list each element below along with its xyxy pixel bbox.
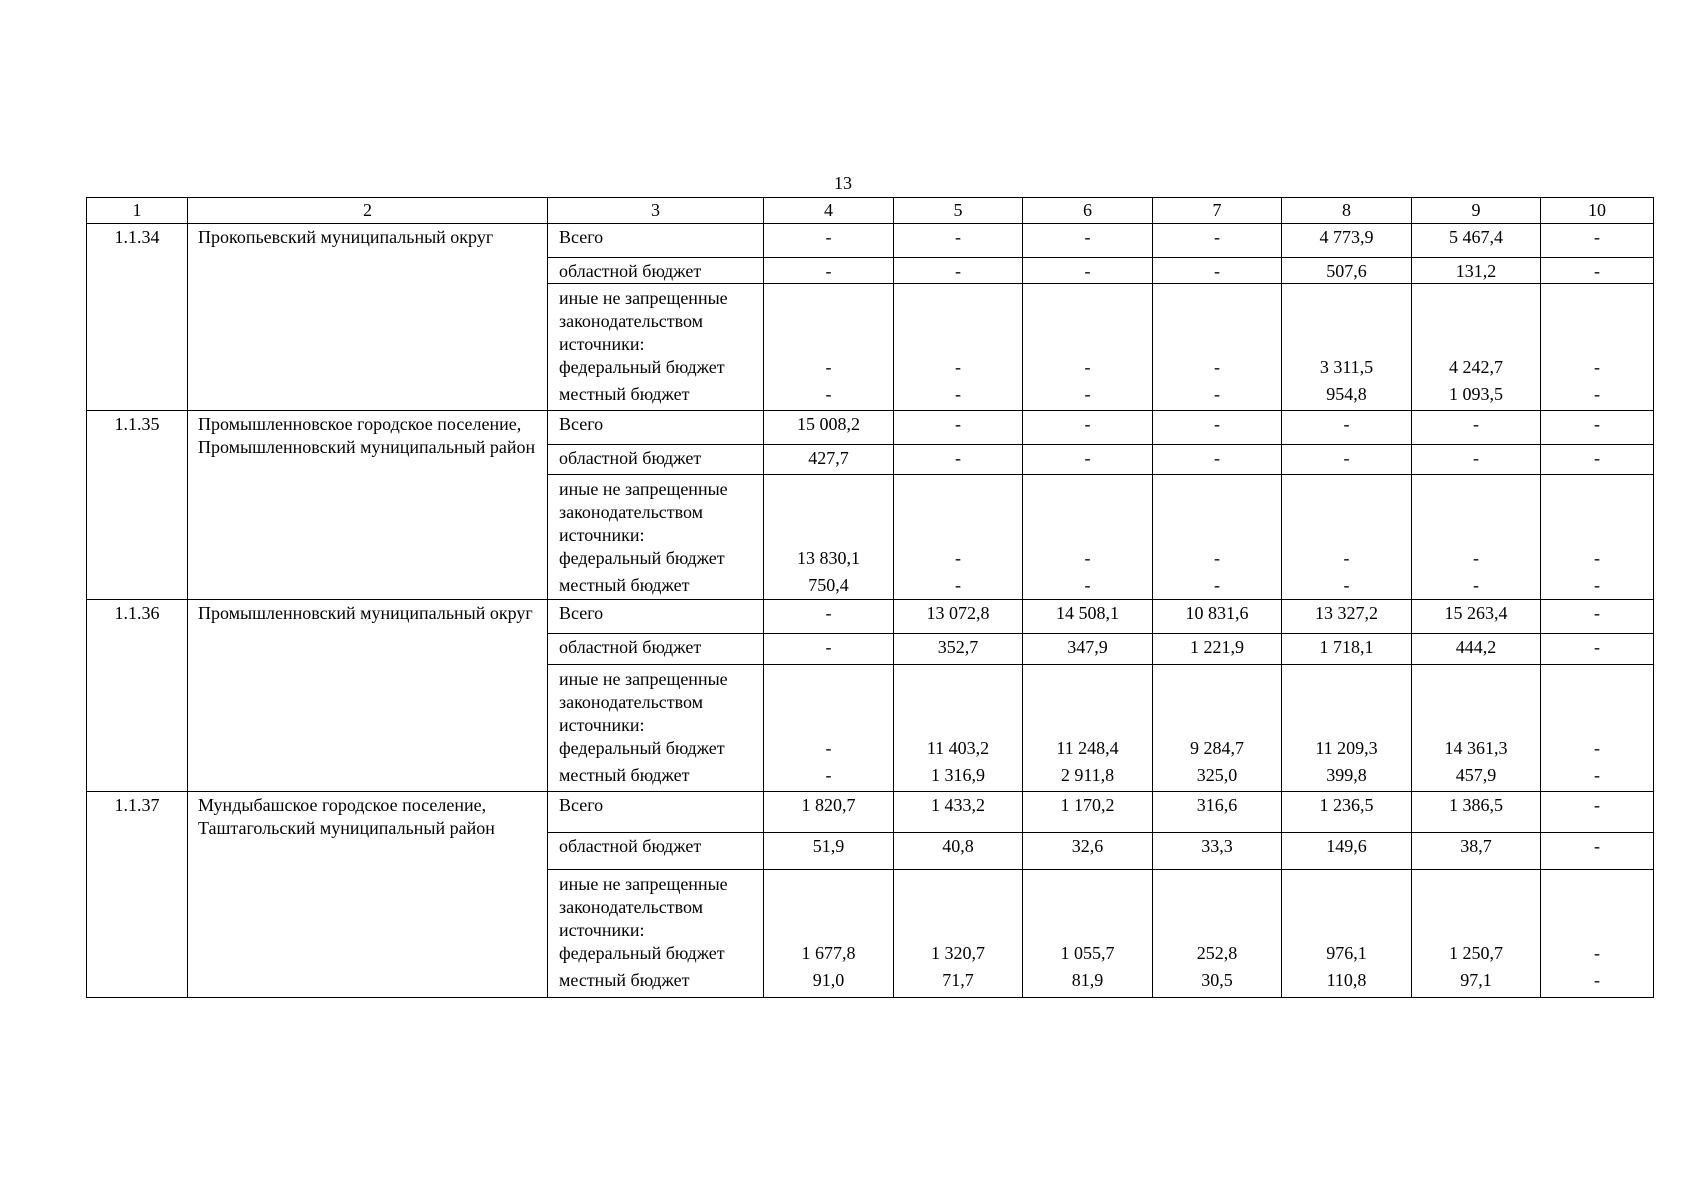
total-value: - xyxy=(764,224,894,258)
total-value: 316,6 xyxy=(1153,792,1282,833)
spacer-line xyxy=(1153,310,1281,333)
regional-value: 51,9 xyxy=(764,833,894,870)
total-value: - xyxy=(894,224,1023,258)
local-value: 81,9 xyxy=(1071,970,1104,990)
total-value: 15 008,2 xyxy=(764,411,894,445)
spacer-line xyxy=(894,524,1022,547)
federal-value: 1 677,8 xyxy=(801,943,856,963)
spacer-line xyxy=(894,896,1022,919)
header-cell: 3 xyxy=(548,198,764,224)
total-value: 1 386,5 xyxy=(1412,792,1541,833)
spacer-line xyxy=(764,714,893,737)
spacer-line xyxy=(1541,333,1653,356)
regional-value: - xyxy=(1541,445,1654,475)
other-sources-label-line: законодательством xyxy=(559,502,704,522)
total-value: 4 773,9 xyxy=(1282,224,1412,258)
spacer-line xyxy=(1412,310,1540,333)
spacer-line xyxy=(894,501,1022,524)
spacer-line xyxy=(1282,714,1411,737)
local-value: - xyxy=(1214,384,1220,404)
spacer-line xyxy=(894,919,1022,942)
regional-value: - xyxy=(1023,445,1153,475)
spacer-line xyxy=(1023,287,1152,310)
local-value: - xyxy=(1214,575,1220,595)
spacer-line xyxy=(764,691,893,714)
spacer-line xyxy=(1541,310,1653,333)
total-value: - xyxy=(1153,224,1282,258)
total-value: 5 467,4 xyxy=(1412,224,1541,258)
regional-value: - xyxy=(764,634,894,665)
federal-value: - xyxy=(825,357,832,377)
header-cell: 7 xyxy=(1153,198,1282,224)
spacer-line xyxy=(1541,287,1653,310)
total-value: - xyxy=(1412,411,1541,445)
header-cell: 10 xyxy=(1541,198,1654,224)
other-sources-values xyxy=(1282,475,1412,600)
other-sources-values xyxy=(894,475,1023,600)
spacer-line xyxy=(1282,287,1411,310)
total-value: - xyxy=(1541,224,1654,258)
regional-value: 38,7 xyxy=(1412,833,1541,870)
regional-value: - xyxy=(1412,445,1541,475)
other-sources-values xyxy=(1153,665,1282,792)
federal-value: - xyxy=(955,357,961,377)
spacer-line xyxy=(1282,310,1411,333)
other-sources-label xyxy=(548,870,764,998)
spacer-line xyxy=(1023,919,1152,942)
header-cell: 8 xyxy=(1282,198,1412,224)
regional-value: 347,9 xyxy=(1023,634,1153,665)
regional-value: 352,7 xyxy=(894,634,1023,665)
spacer-line xyxy=(1023,478,1152,501)
spacer-line xyxy=(764,287,893,310)
other-sources-values xyxy=(1282,284,1412,411)
spacer-line xyxy=(764,919,893,942)
spacer-line xyxy=(1282,691,1411,714)
total-value: 13 072,8 xyxy=(894,600,1023,634)
total-row xyxy=(87,792,1654,833)
other-sources-values xyxy=(1282,665,1412,792)
federal-value: 1 250,7 xyxy=(1449,943,1503,963)
local-value: 750,4 xyxy=(808,575,849,595)
federal-budget-label: федеральный бюджет xyxy=(559,548,725,568)
federal-value: 3 311,5 xyxy=(1319,357,1374,377)
federal-value: 9 284,7 xyxy=(1190,738,1244,758)
other-sources-values xyxy=(1412,284,1541,411)
other-sources-values xyxy=(764,665,894,792)
header-row xyxy=(87,198,1654,224)
total-row xyxy=(87,224,1654,258)
other-sources-label-line: иные не запрещенные xyxy=(559,479,728,499)
spacer-line xyxy=(1412,501,1540,524)
federal-value: 11 403,2 xyxy=(926,738,990,758)
spacer-line xyxy=(1023,668,1152,691)
local-value: - xyxy=(825,384,832,404)
header-cell: 5 xyxy=(894,198,1023,224)
local-value: - xyxy=(1594,970,1600,990)
regional-value: - xyxy=(1153,445,1282,475)
federal-value: - xyxy=(825,738,832,758)
total-value: 1 820,7 xyxy=(764,792,894,833)
local-value: 110,8 xyxy=(1326,970,1367,990)
federal-value: - xyxy=(955,548,961,568)
spacer-line xyxy=(1153,714,1281,737)
other-sources-values xyxy=(1153,475,1282,600)
other-sources-label-line: источники: xyxy=(559,920,645,940)
regional-value: 32,6 xyxy=(1023,833,1153,870)
row-code: 1.1.37 xyxy=(87,792,188,998)
regional-label: областной бюджет xyxy=(548,258,764,284)
spacer-line xyxy=(894,691,1022,714)
local-value: 71,7 xyxy=(942,970,974,990)
other-sources-values xyxy=(1153,870,1282,998)
other-sources-label-line: источники: xyxy=(559,334,645,354)
spacer-line xyxy=(764,310,893,333)
federal-value: 11 248,4 xyxy=(1056,738,1119,758)
spacer-line xyxy=(894,287,1022,310)
regional-value: - xyxy=(1023,258,1153,284)
other-sources-label-line: источники: xyxy=(559,715,645,735)
federal-value: 1 320,7 xyxy=(931,943,985,963)
spacer-line xyxy=(764,873,893,896)
header-cell: 6 xyxy=(1023,198,1153,224)
spacer-line xyxy=(1023,896,1152,919)
federal-value: - xyxy=(1343,548,1350,568)
local-value: - xyxy=(1084,575,1091,595)
budget-table xyxy=(86,197,1654,998)
total-value: 14 508,1 xyxy=(1023,600,1153,634)
regional-label: областной бюджет xyxy=(548,445,764,475)
regional-value: 507,6 xyxy=(1282,258,1412,284)
other-sources-values xyxy=(1412,665,1541,792)
spacer-line xyxy=(894,714,1022,737)
spacer-line xyxy=(764,896,893,919)
federal-value: - xyxy=(1084,357,1091,377)
spacer-line xyxy=(1541,714,1653,737)
regional-value: 444,2 xyxy=(1412,634,1541,665)
other-sources-values xyxy=(894,870,1023,998)
federal-value: 1 055,7 xyxy=(1060,943,1115,963)
total-value: - xyxy=(1541,600,1654,634)
federal-value: 14 361,3 xyxy=(1444,738,1508,758)
spacer-line xyxy=(1412,524,1540,547)
total-value: 1 236,5 xyxy=(1282,792,1412,833)
spacer-line xyxy=(1541,873,1653,896)
federal-value: - xyxy=(1594,738,1600,758)
spacer-line xyxy=(1282,501,1411,524)
federal-value: - xyxy=(1214,357,1220,377)
federal-budget-label: федеральный бюджет xyxy=(559,738,725,758)
regional-value: - xyxy=(1282,445,1412,475)
local-value: 399,8 xyxy=(1326,765,1367,785)
spacer-line xyxy=(1412,478,1540,501)
total-value: - xyxy=(1153,411,1282,445)
spacer-line xyxy=(894,873,1022,896)
header-cell: 9 xyxy=(1412,198,1541,224)
total-value: - xyxy=(1541,411,1654,445)
spacer-line xyxy=(894,333,1022,356)
regional-value: - xyxy=(1541,258,1654,284)
total-value: - xyxy=(1023,411,1153,445)
spacer-line xyxy=(1282,333,1411,356)
row-code: 1.1.34 xyxy=(87,224,188,411)
row-code: 1.1.36 xyxy=(87,600,188,792)
federal-value: - xyxy=(1084,548,1091,568)
spacer-line xyxy=(894,310,1022,333)
total-label: Всего xyxy=(548,600,764,634)
regional-value: - xyxy=(764,258,894,284)
spacer-line xyxy=(1541,919,1653,942)
spacer-line xyxy=(1282,919,1411,942)
local-budget-label: местный бюджет xyxy=(559,970,690,990)
header-cell: 1 xyxy=(87,198,188,224)
spacer-line xyxy=(1153,896,1281,919)
spacer-line xyxy=(894,478,1022,501)
spacer-line xyxy=(1541,501,1653,524)
regional-value: 149,6 xyxy=(1282,833,1412,870)
spacer-line xyxy=(1153,524,1281,547)
other-sources-values xyxy=(1541,284,1654,411)
spacer-line xyxy=(1153,691,1281,714)
regional-value: 33,3 xyxy=(1153,833,1282,870)
local-value: 1 093,5 xyxy=(1449,384,1503,404)
header-cell: 4 xyxy=(764,198,894,224)
total-value: - xyxy=(764,600,894,634)
other-sources-values xyxy=(1023,870,1153,998)
other-sources-values xyxy=(1541,870,1654,998)
spacer-line xyxy=(1153,333,1281,356)
local-value: 954,8 xyxy=(1326,384,1367,404)
spacer-line xyxy=(1412,919,1540,942)
spacer-line xyxy=(1153,478,1281,501)
header-cell: 2 xyxy=(188,198,548,224)
regional-value: - xyxy=(894,445,1023,475)
total-value: 15 263,4 xyxy=(1412,600,1541,634)
row-name: Прокопьевский муниципальный округ xyxy=(188,224,548,411)
spacer-line xyxy=(1541,896,1653,919)
other-sources-label-line: иные не запрещенные xyxy=(559,669,728,689)
spacer-line xyxy=(764,524,893,547)
other-sources-values xyxy=(1282,870,1412,998)
local-value: 97,1 xyxy=(1460,970,1492,990)
local-value: 325,0 xyxy=(1196,765,1238,785)
spacer-line xyxy=(1541,668,1653,691)
other-sources-values xyxy=(894,665,1023,792)
local-budget-label: местный бюджет xyxy=(559,575,690,595)
local-value: 91,0 xyxy=(812,970,845,990)
spacer-line xyxy=(1153,501,1281,524)
regional-value: - xyxy=(1541,634,1654,665)
other-sources-label xyxy=(548,284,764,411)
row-code: 1.1.35 xyxy=(87,411,188,600)
spacer-line xyxy=(1153,287,1281,310)
local-value: 1 316,9 xyxy=(931,765,985,785)
local-budget-label: местный бюджет xyxy=(559,384,690,404)
other-sources-values xyxy=(1023,284,1153,411)
spacer-line xyxy=(1153,873,1281,896)
spacer-line xyxy=(1412,287,1540,310)
local-value: - xyxy=(1594,384,1600,404)
total-value: - xyxy=(894,411,1023,445)
regional-value: - xyxy=(1541,833,1654,870)
regional-label: областной бюджет xyxy=(548,634,764,665)
total-row xyxy=(87,600,1654,634)
total-value: 13 327,2 xyxy=(1282,600,1412,634)
other-sources-values xyxy=(764,870,894,998)
spacer-line xyxy=(894,668,1022,691)
other-sources-values xyxy=(1412,870,1541,998)
spacer-line xyxy=(764,668,893,691)
spacer-line xyxy=(1541,691,1653,714)
regional-value: 1 718,1 xyxy=(1282,634,1412,665)
page-number: 13 xyxy=(834,173,852,193)
spacer-line xyxy=(1282,524,1411,547)
spacer-line xyxy=(1023,714,1152,737)
local-value: 2 911,8 xyxy=(1060,765,1115,785)
total-label: Всего xyxy=(548,792,764,833)
local-value: 30,5 xyxy=(1201,970,1233,990)
regional-value: 1 221,9 xyxy=(1153,634,1282,665)
spacer-line xyxy=(1023,691,1152,714)
total-value: - xyxy=(1023,224,1153,258)
other-sources-label-line: иные не запрещенные xyxy=(559,874,728,894)
other-sources-values xyxy=(764,284,894,411)
local-value: 457,9 xyxy=(1455,765,1497,785)
federal-value: 4 242,7 xyxy=(1449,357,1503,377)
regional-value: 40,8 xyxy=(894,833,1023,870)
local-value: - xyxy=(955,575,961,595)
federal-value: - xyxy=(1594,357,1600,377)
row-name: Мундыбашское городское поселение, Таштагольский муниципальный район xyxy=(188,792,548,998)
spacer-line xyxy=(1282,668,1411,691)
spacer-line xyxy=(1023,310,1152,333)
row-name: Промышленновское городское поселение, Промышленновский муниципальный район xyxy=(188,411,548,600)
other-sources-values xyxy=(1541,665,1654,792)
total-label: Всего xyxy=(548,411,764,445)
federal-value: - xyxy=(1594,943,1600,963)
other-sources-label-line: законодательством xyxy=(559,897,704,917)
total-value: - xyxy=(1541,792,1654,833)
spacer-line xyxy=(1023,333,1152,356)
local-value: - xyxy=(1594,575,1600,595)
total-value: 1 433,2 xyxy=(894,792,1023,833)
spacer-line xyxy=(1282,478,1411,501)
other-sources-values xyxy=(764,475,894,600)
other-sources-values xyxy=(1412,475,1541,600)
total-label: Всего xyxy=(548,224,764,258)
federal-value: 976,1 xyxy=(1326,943,1367,963)
spacer-line xyxy=(764,333,893,356)
regional-value: 427,7 xyxy=(764,445,894,475)
other-sources-label xyxy=(548,665,764,792)
regional-label: областной бюджет xyxy=(548,833,764,870)
federal-budget-label: федеральный бюджет xyxy=(559,943,725,963)
spacer-line xyxy=(1023,501,1152,524)
federal-value: - xyxy=(1594,548,1600,568)
other-sources-values xyxy=(1023,665,1153,792)
spacer-line xyxy=(1412,873,1540,896)
spacer-line xyxy=(1023,873,1152,896)
federal-value: - xyxy=(1473,548,1479,568)
local-value: - xyxy=(1594,765,1600,785)
other-sources-label-line: источники: xyxy=(559,525,645,545)
local-value: - xyxy=(1084,384,1091,404)
other-sources-label xyxy=(548,475,764,600)
total-value: 1 170,2 xyxy=(1023,792,1153,833)
other-sources-values xyxy=(1153,284,1282,411)
federal-value: 11 209,3 xyxy=(1315,738,1378,758)
total-value: 10 831,6 xyxy=(1153,600,1282,634)
spacer-line xyxy=(1412,714,1540,737)
local-value: - xyxy=(1343,575,1350,595)
spacer-line xyxy=(1412,896,1540,919)
other-sources-label-line: иные не запрещенные xyxy=(559,288,728,308)
local-value: - xyxy=(955,384,961,404)
other-sources-label-line: законодательством xyxy=(559,311,704,331)
spacer-line xyxy=(1412,668,1540,691)
other-sources-values xyxy=(894,284,1023,411)
spacer-line xyxy=(1412,691,1540,714)
local-value: - xyxy=(825,765,832,785)
federal-budget-label: федеральный бюджет xyxy=(559,357,725,377)
federal-value: - xyxy=(1214,548,1220,568)
row-name: Промышленновский муниципальный округ xyxy=(188,600,548,792)
spacer-line xyxy=(1153,919,1281,942)
federal-value: 13 830,1 xyxy=(797,548,860,568)
spacer-line xyxy=(1412,333,1540,356)
spacer-line xyxy=(764,501,893,524)
total-row xyxy=(87,411,1654,445)
other-sources-label-line: законодательством xyxy=(559,692,704,712)
spacer-line xyxy=(1023,524,1152,547)
regional-value: - xyxy=(1153,258,1282,284)
spacer-line xyxy=(1541,524,1653,547)
regional-value: 131,2 xyxy=(1412,258,1541,284)
other-sources-values xyxy=(1541,475,1654,600)
federal-value: 252,8 xyxy=(1196,943,1238,963)
local-budget-label: местный бюджет xyxy=(559,765,690,785)
spacer-line xyxy=(1282,873,1411,896)
spacer-line xyxy=(1541,478,1653,501)
spacer-line xyxy=(1153,668,1281,691)
spacer-line xyxy=(1282,896,1411,919)
total-value: - xyxy=(1282,411,1412,445)
spacer-line xyxy=(764,478,893,501)
local-value: - xyxy=(1473,575,1479,595)
other-sources-values xyxy=(1023,475,1153,600)
regional-value: - xyxy=(894,258,1023,284)
